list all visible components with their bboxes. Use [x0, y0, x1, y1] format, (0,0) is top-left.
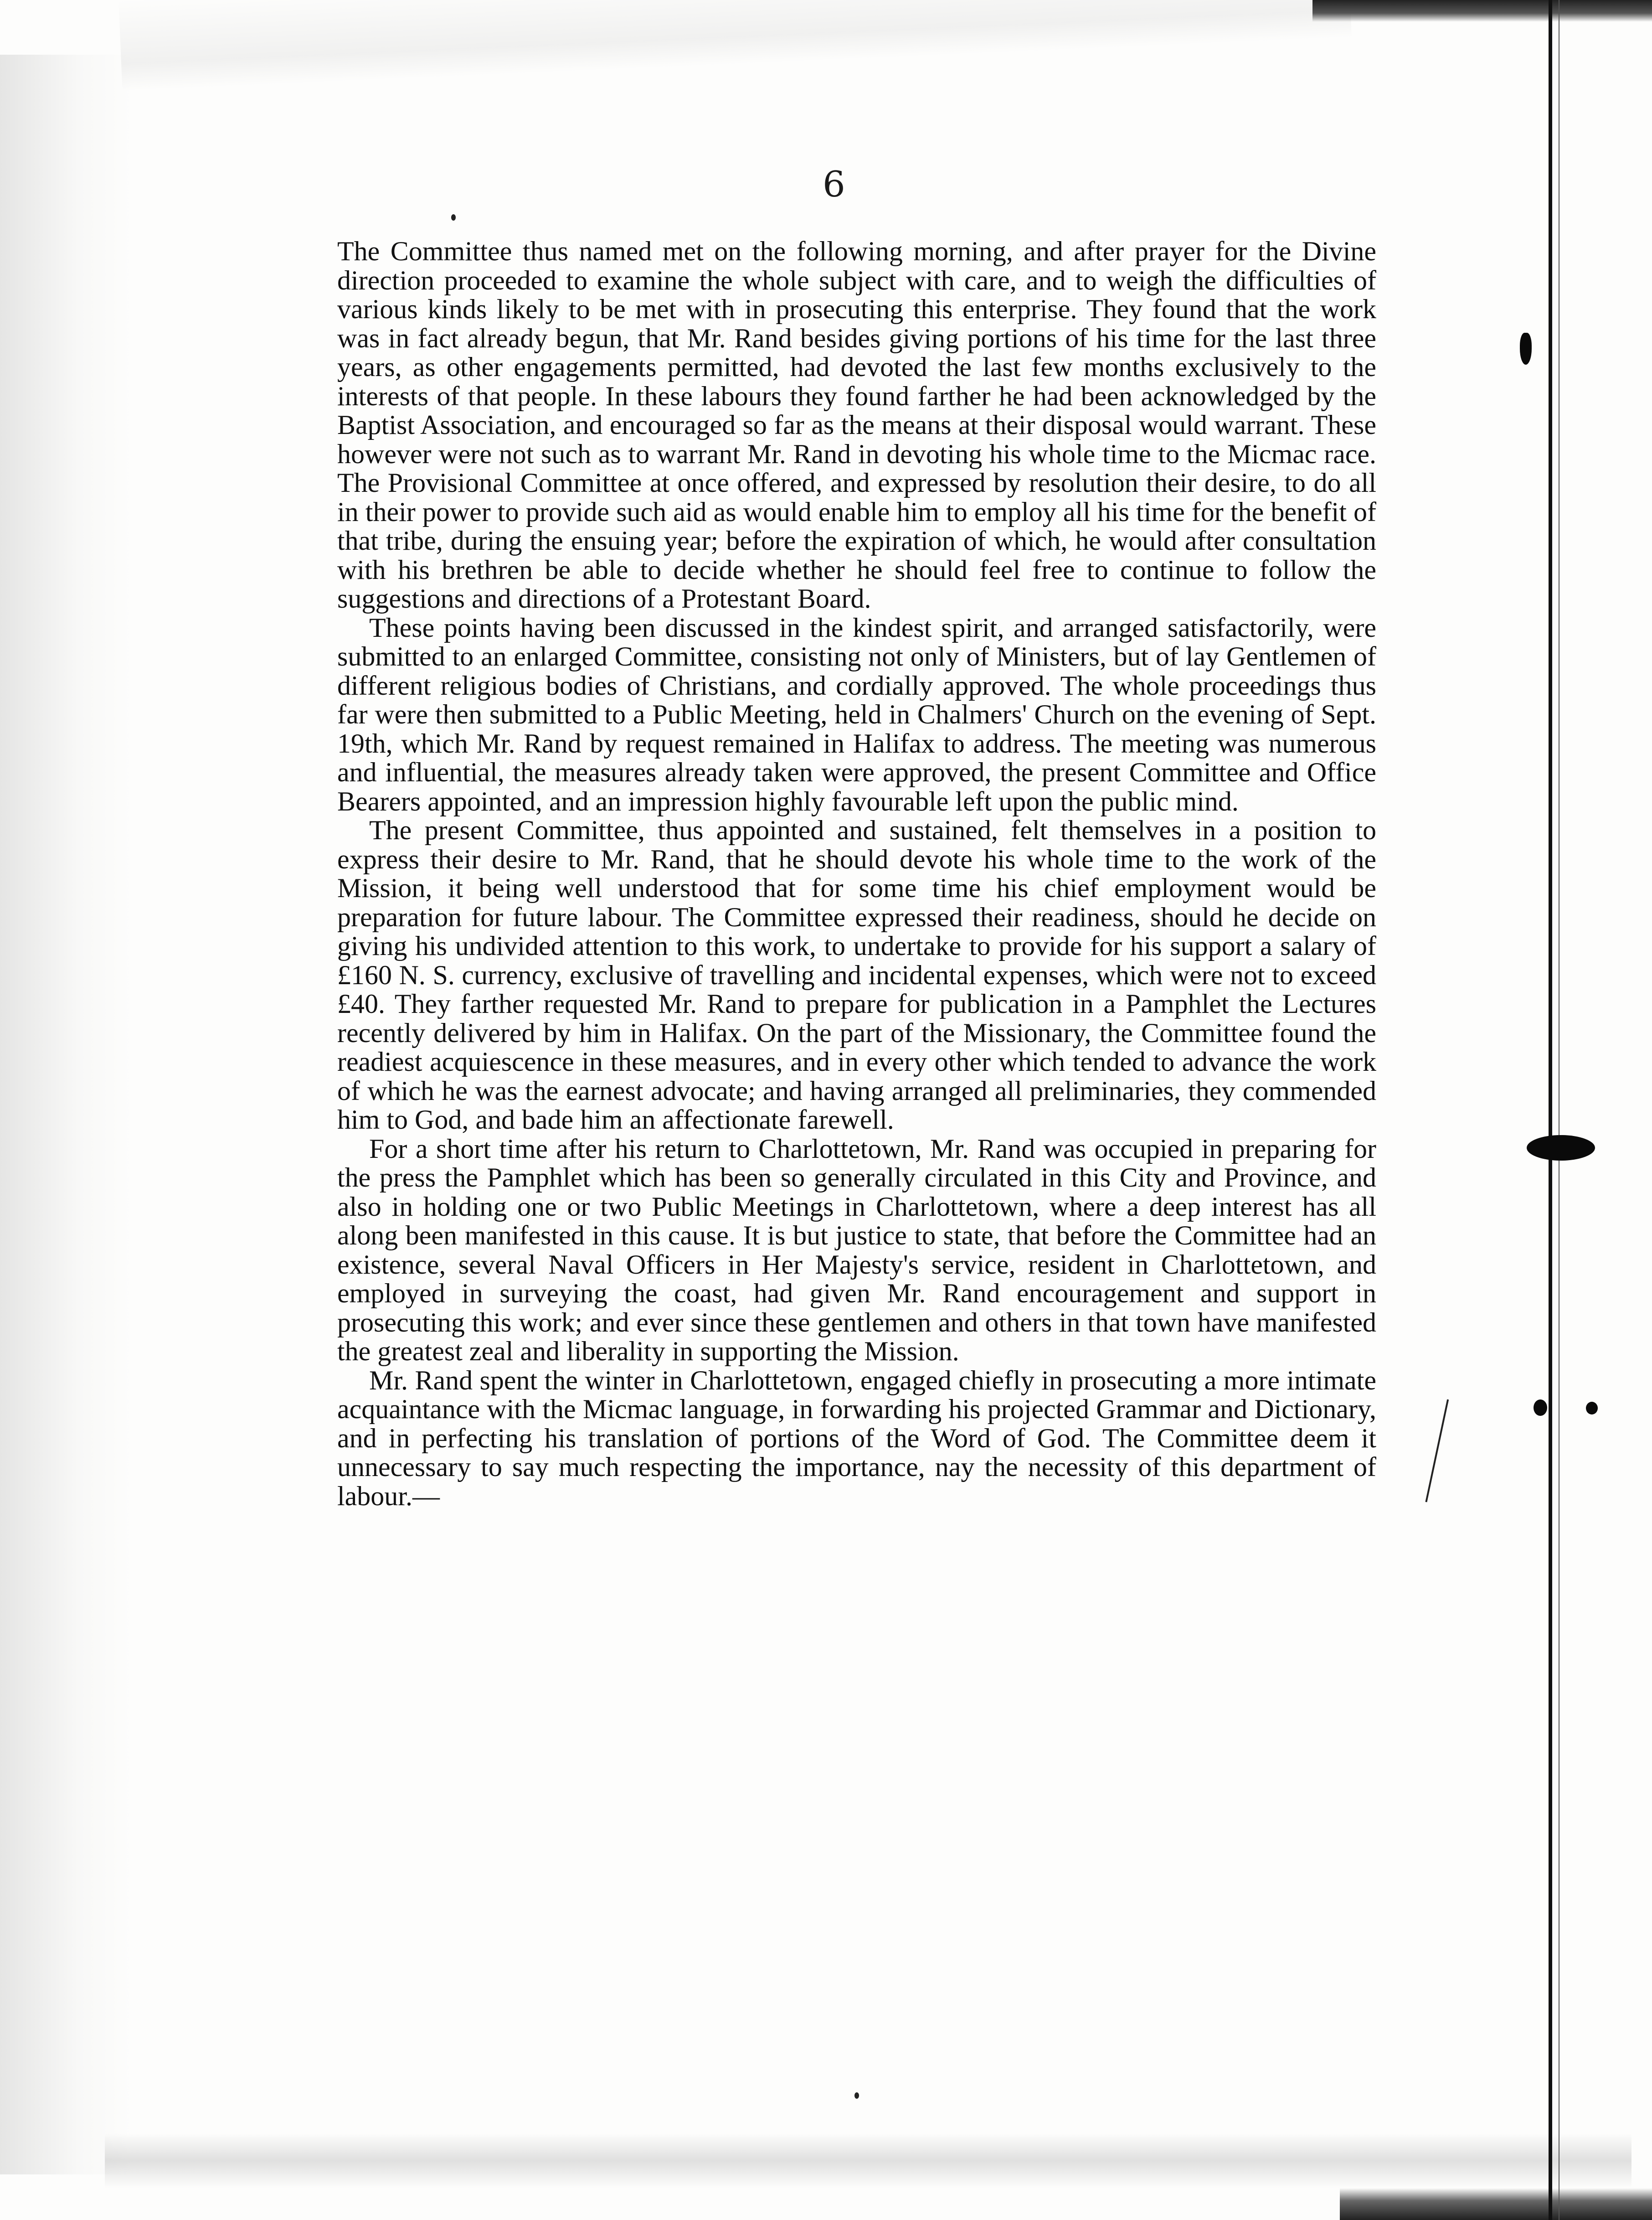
scan-artifact-bottom-right [1340, 2188, 1652, 2220]
binding-edge-line [1549, 0, 1552, 2220]
paragraph: The Committee thus named met on the following morning, and after prayer for the Divine direction proceeded to examine the whole subject with care, and to weigh the difficulties of various kinds likely to be met with in prosecuting this enterprise. They found that the work was in fact already begun, that Mr. Rand besides giving portions of his time for the last three years, as other engagements permitted, had devoted the last few months exclusively to the interests of that people. In these labours they found farther he had been acknowledged by the Baptist Association, and encouraged so far as the means at their disposal would warrant. These however were not such as to warrant Mr. Rand in devoting his whole time to the Micmac race. The Provisional Committee at once offered, and expressed by resolution their desire, to do all in their power to provide such aid as would enable him to employ all his time for the benefit of that tribe, during the ensuing year; before the expiration of which, he would after consultation with his brethren be able to decide whether he should feel free to continue to follow the suggestions and directions of a Protestant Board. [337, 236, 1376, 614]
body-text [337, 237, 1376, 1511]
page-number: 6 [823, 164, 845, 205]
ink-blot [1534, 1399, 1547, 1416]
page-edge-shadow-top [118, 0, 1352, 91]
paragraph: Mr. Rand spent the winter in Charlottetown, engaged chiefly in prosecuting a more intimate acquaintance with the Micmac language, in forwarding his projected Grammar and Dictionary, and in perfecting his translation of portions of the Word of God. The Committee deem it unnecessary to say much respecting the importance, nay the necessity of this department of labour.— [337, 1365, 1376, 1511]
ink-stroke-mark [1425, 1399, 1502, 1514]
ink-blot [1520, 333, 1532, 365]
paragraph: For a short time after his return to Charlottetown, Mr. Rand was occupied in preparing for the press the Pamphlet which has been so generally circulated in this City and Province, and also in holding one or two Public Meetings in Charlottetown, where a deep interest has all along been manifested in this cause. It is but justice to state, that before the Committee had an existence, several Naval Officers in Her Majesty's service, resident in Charlottetown, and employed in surveying the coast, had given Mr. Rand encouragement and support in prosecuting this work; and ever since these gentlemen and others in that town have manifested the greatest zeal and liberality in supporting the Mission. [337, 1133, 1376, 1366]
ink-speck [854, 2092, 859, 2099]
ink-blot [1527, 1135, 1595, 1161]
page-edge-shadow-left [0, 55, 132, 2174]
paragraph: The present Committee, thus appointed and sustained, felt themselves in a position to express their desire to Mr. Rand, that he should devote his whole time to the work of the Mission, it being well understood that for some time his chief employment would be preparation for future labour. The Committee expressed their readiness, should he decide on giving his undivided attention to this work, to undertake to provide for his support a salary of £160 N. S. currency, exclusive of travelling and incidental expenses, which were not to exceed £40. They farther requested Mr. Rand to prepare for publication in a Pamphlet the Lectures recently delivered by him in Halifax. On the part of the Missionary, the Committee found the readiest acquiescence in these measures, and in every other which tended to advance the work of which he was the earnest advocate; and having arranged all preliminaries, they commended him to God, and bade him an affectionate farewell. [337, 815, 1376, 1135]
scan-artifact-top-right [1312, 0, 1652, 22]
ink-speck [451, 214, 456, 221]
page-edge-shadow-bottom [105, 2133, 1631, 2188]
paragraph: These points having been discussed in the kindest spirit, and arranged satisfactorily, were submitted to an enlarged Committee, consisting not only of Ministers, but of lay Gentlemen of different religious bodies of Christians, and cordially approved. The whole proceedings thus far were then submitted to a Public Meeting, held in Chalmers' Church on the evening of Sept. 19th, which Mr. Rand by request remained in Halifax to address. The meeting was numerous and influential, the measures already taken were approved, the present Committee and Office Bearers appointed, and an impression highly favourable left upon the public mind. [337, 612, 1376, 816]
ink-blot [1586, 1402, 1598, 1415]
